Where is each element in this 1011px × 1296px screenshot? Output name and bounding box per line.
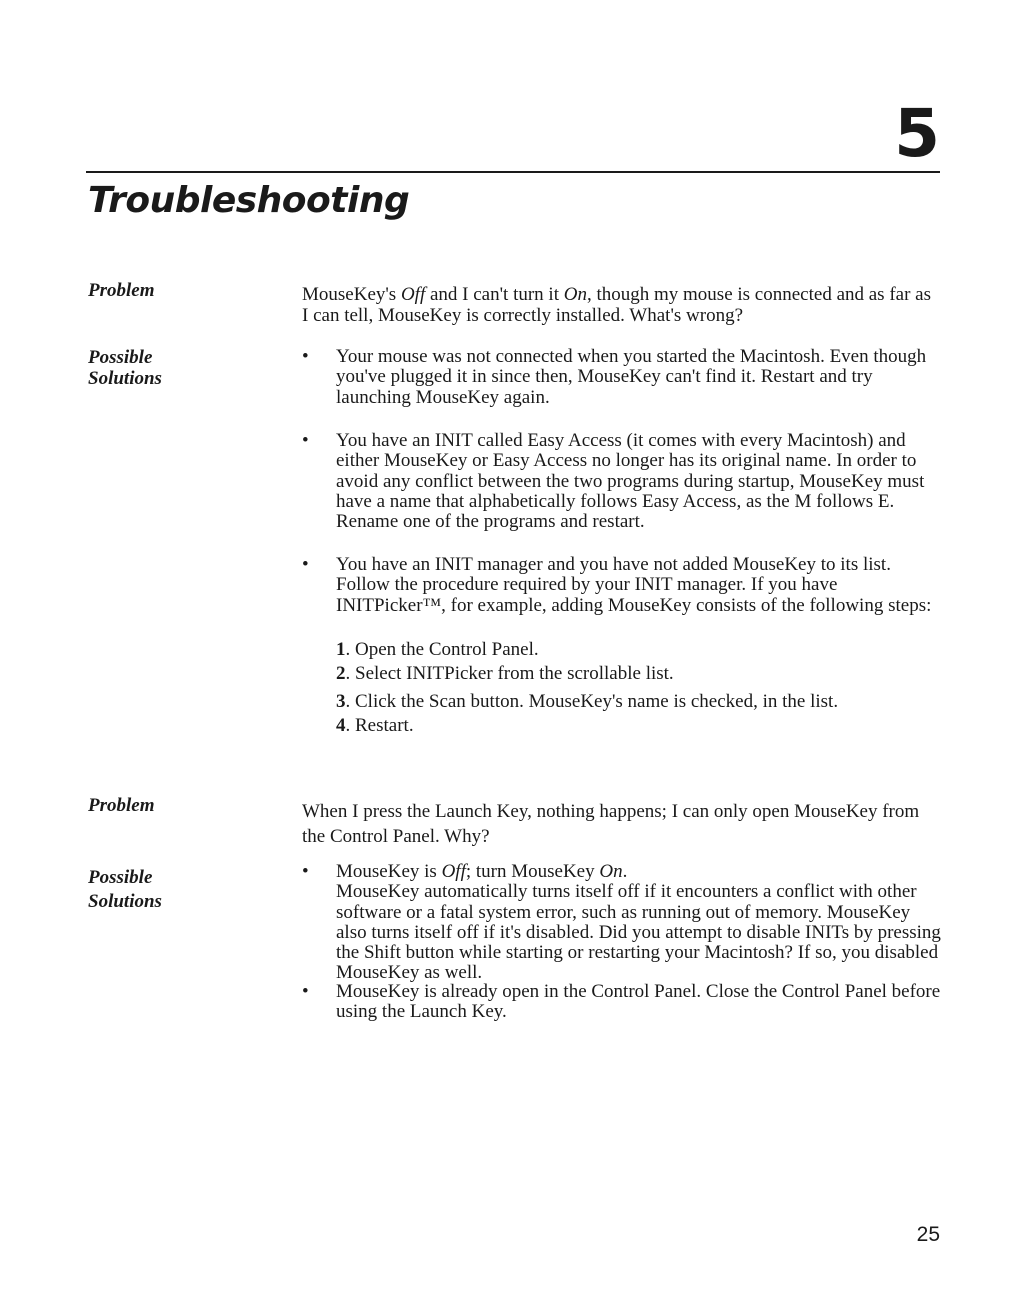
- bullet-symbol: •: [302, 861, 309, 882]
- chapter-title: Troubleshooting: [88, 180, 410, 221]
- bullet-symbol: •: [302, 554, 309, 575]
- problem-text-1: MouseKey's Off and I can't turn it On, though my mouse is connected and as far as I can tell, MouseKey is correctly installed. What's wrong?: [302, 284, 931, 326]
- chapter-number: 5: [894, 95, 940, 172]
- solution-2-2: • MouseKey is already open in the Control Panel. Close the Control Panel before using the Launch Key.: [302, 981, 941, 1023]
- problem-label-1: Problem: [88, 280, 155, 301]
- step-item: 3. Click the Scan button. MouseKey's name is checked, in the list.: [336, 691, 839, 712]
- step-item: 2. Select INITPicker from the scrollable list.: [336, 663, 674, 684]
- step-item: 4. Restart.: [336, 715, 414, 736]
- solution-1-3: • You have an INIT manager and you have not added MouseKey to its list. Follow the procedure required by your INIT manager. If you have INITPicker™, for example, adding MouseKey consists of the following steps:: [302, 554, 932, 616]
- solution-1-1: • Your mouse was not connected when you started the Macintosh. Even though you've plugged it in since then, MouseKey can't find it. Restart and try launching MouseKey again.: [302, 346, 927, 408]
- solutions-label-2: Possible Solutions: [88, 867, 162, 912]
- solution-1-2: • You have an INIT called Easy Access (it comes with every Macintosh) and either MouseKey or Easy Access no longer has its original name. In order to avoid any conflict between the two programs during startup, MouseKey must have a name that alphabetically follows Easy Access, as the M follows E. Rename one of the programs and restart.: [302, 430, 925, 533]
- solutions-label-1: Possible Solutions: [88, 347, 162, 389]
- step-item: 1. Open the Control Panel.: [336, 639, 539, 660]
- chapter-rule: [86, 171, 940, 173]
- bullet-symbol: •: [302, 346, 309, 367]
- bullet-symbol: •: [302, 430, 309, 451]
- page-number: 25: [916, 1223, 940, 1246]
- problem-text-2: When I press the Launch Key, nothing happens; I can only open MouseKey from the Control Panel. Why?: [302, 801, 920, 847]
- solution-2-1: • MouseKey is Off; turn MouseKey On. MouseKey automatically turns itself off if it encounters a conflict with other software or a fatal system error, such as running out of memory. MouseKey also turns itself off if it's disabled. Did you attempt to disable INITs by pressing the Shift button while starting or restarting your Macintosh? If so, you disabled MouseKey as well.: [302, 861, 941, 984]
- problem-label-2: Problem: [88, 795, 155, 816]
- bullet-symbol: •: [302, 981, 309, 1002]
